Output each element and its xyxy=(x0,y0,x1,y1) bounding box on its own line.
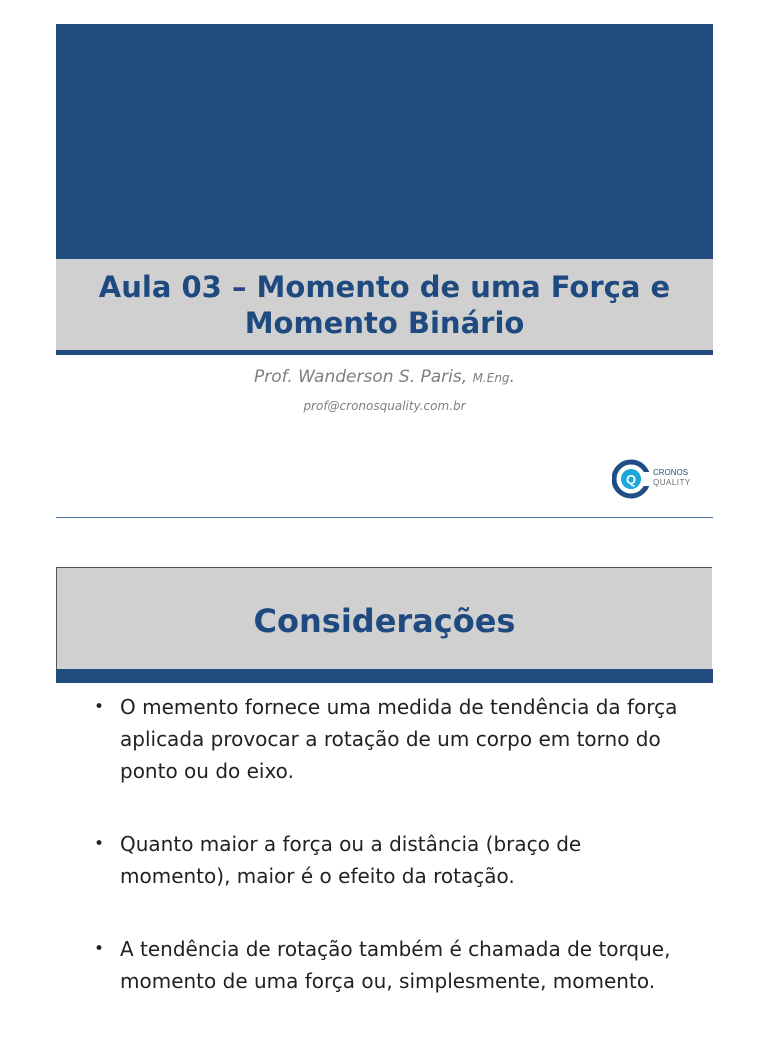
bullet-item xyxy=(94,691,694,787)
bullet-item xyxy=(94,828,694,892)
bullet-text: O memento fornece uma medida de tendência da força aplicada provocar a rotação de um corpo em torno do ponto ou do eixo. xyxy=(120,695,678,783)
author-name: Prof. Wanderson S. Paris, xyxy=(254,367,468,387)
bullet-item xyxy=(94,933,694,997)
bullet-icon: • xyxy=(94,834,105,854)
author-email: prof@cronosquality.com.br xyxy=(303,399,466,413)
header-band xyxy=(56,24,713,259)
author-degree-suffix: . xyxy=(509,367,515,387)
slide-title-line2: Momento Binário xyxy=(244,306,525,340)
slide-title xyxy=(56,269,713,341)
logo-word-cronos: CRONOS xyxy=(653,468,689,477)
author-degree: M.Eng xyxy=(472,371,510,385)
bullet-icon: • xyxy=(94,697,105,717)
bullet-text: A tendência de rotação também é chamada de torque, momento de uma força ou, simplesmente, momento. xyxy=(120,937,671,993)
considerations-slide xyxy=(56,567,713,1024)
cronos-q-icon xyxy=(612,456,652,502)
slide-title-line1: Aula 03 – Momento de uma Força e xyxy=(98,270,671,304)
title-slide xyxy=(56,24,713,518)
author-line xyxy=(56,367,713,387)
bullet-icon: • xyxy=(94,939,105,959)
bullet-list xyxy=(94,691,694,1038)
slide-bottom-line xyxy=(56,517,713,518)
svg-text:Q: Q xyxy=(625,472,637,487)
cronos-quality-logo xyxy=(612,456,707,502)
logo-wordmark xyxy=(653,468,691,488)
title-divider xyxy=(56,669,713,683)
bullet-text: Quanto maior a força ou a distância (braço de momento), maior é o efeito da rotação. xyxy=(120,832,582,888)
logo-word-quality: QUALITY xyxy=(653,478,691,487)
title-divider xyxy=(56,350,713,355)
slide-title: Considerações xyxy=(253,602,516,640)
